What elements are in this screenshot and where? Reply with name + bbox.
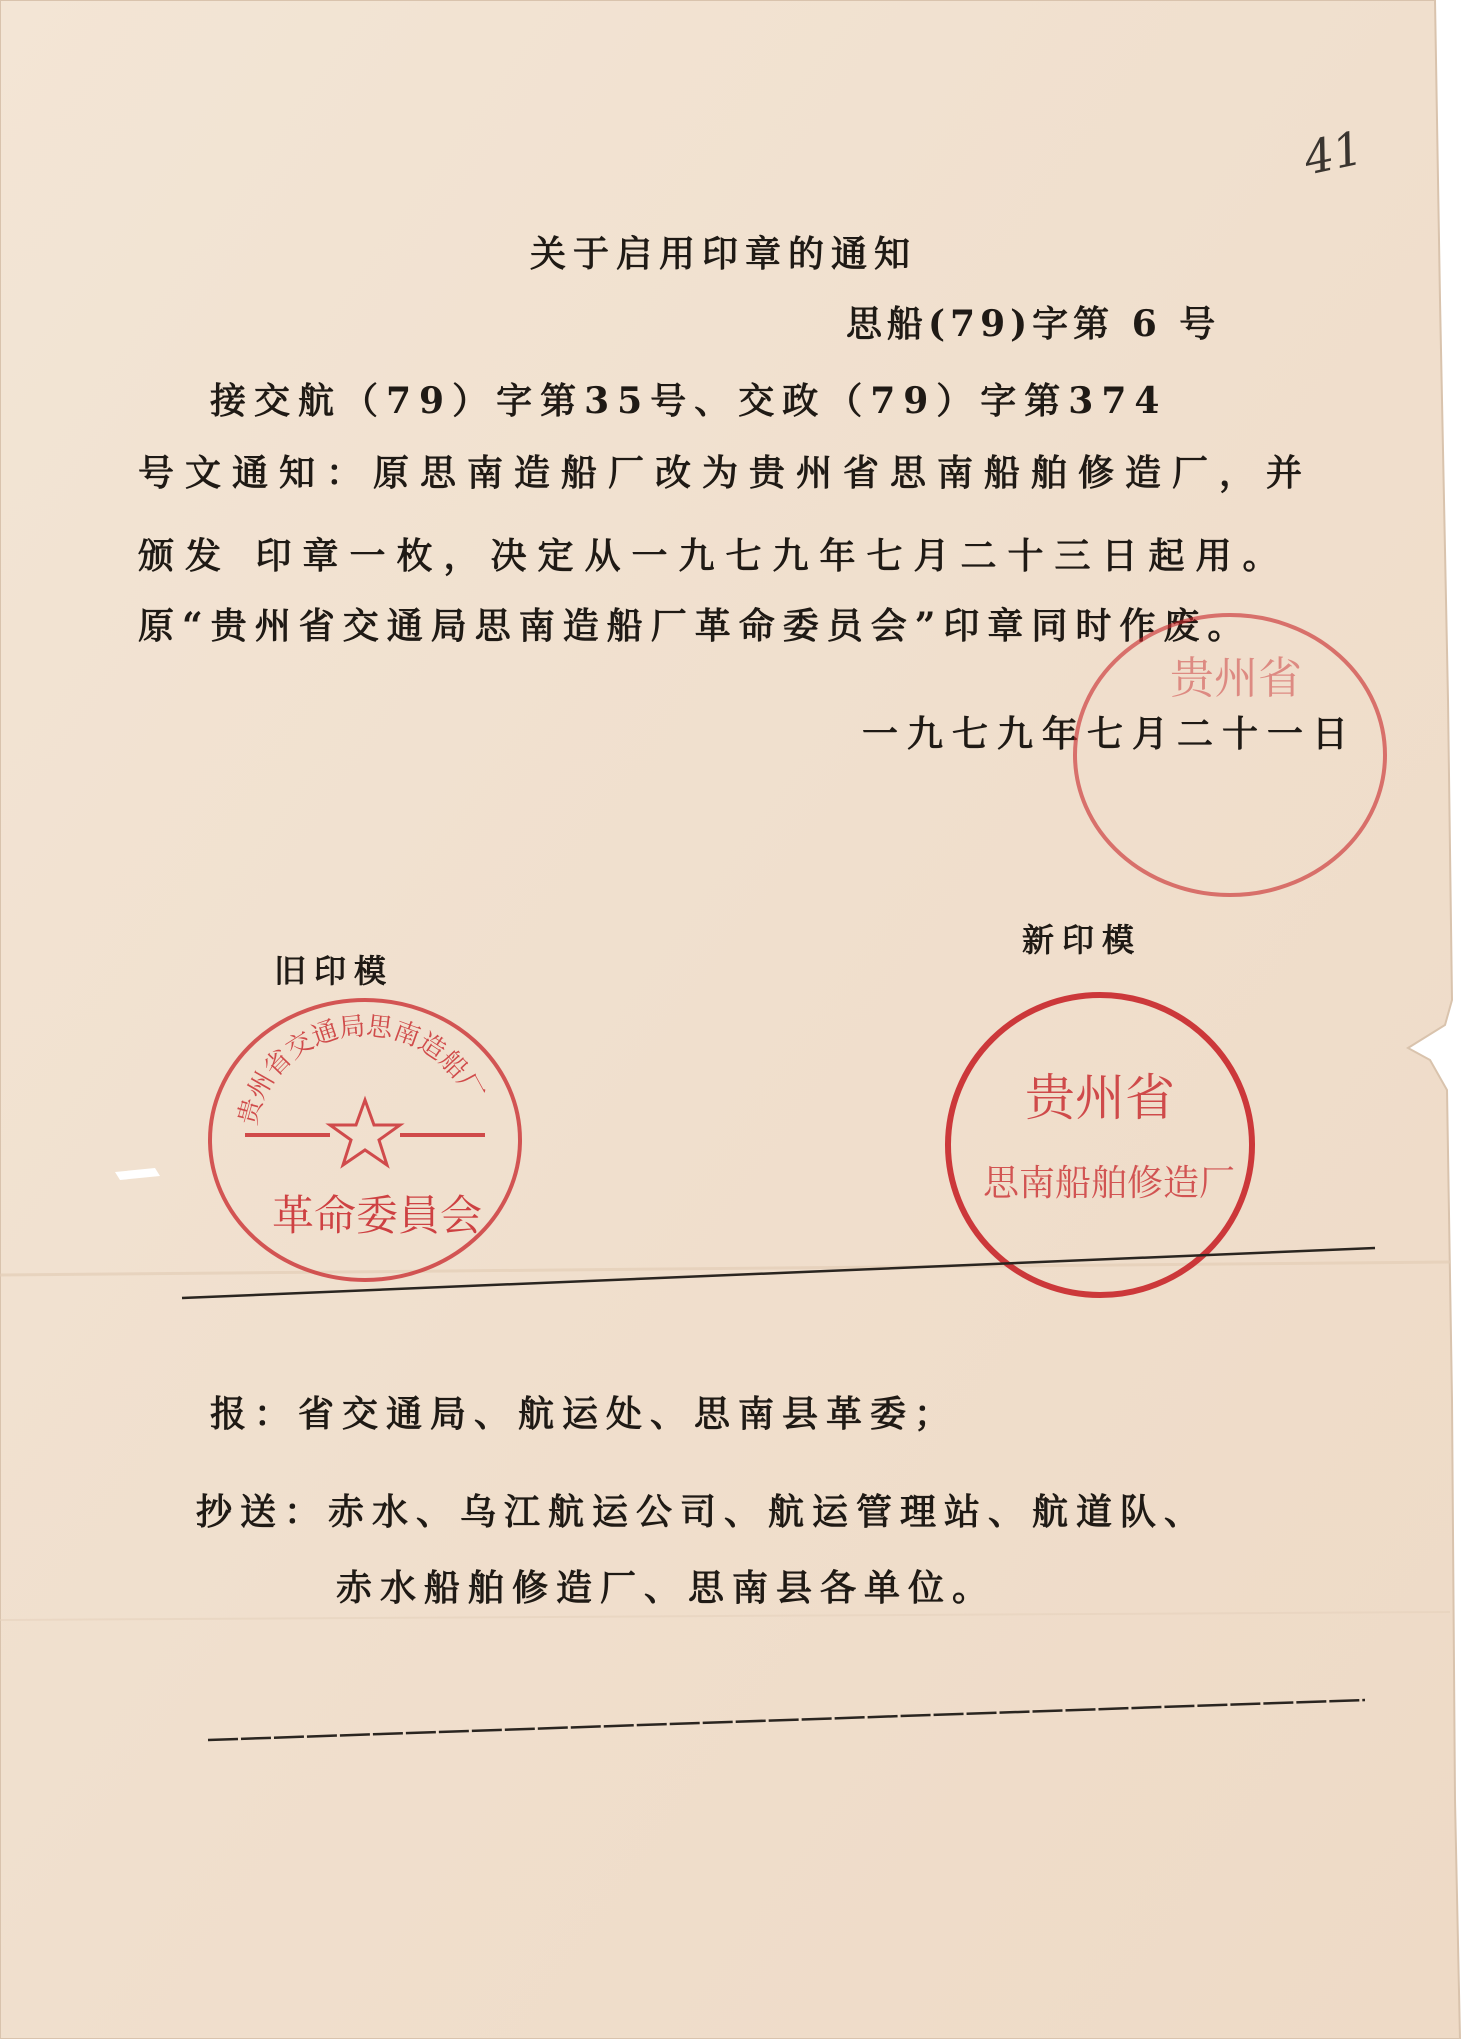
body-line-3: 颁发 印章一枚，决定从一九七九年七月二十三日起用。 bbox=[138, 535, 1290, 577]
new-seal-top-text: 贵州省 bbox=[1025, 1069, 1175, 1127]
notice-title: 关于启用印章的通知 bbox=[530, 233, 918, 275]
body-line-1: 接交航（79）字第35号、交政（79）字第374 bbox=[210, 380, 1168, 422]
page-number: 41 bbox=[1299, 120, 1368, 186]
separator-line-top bbox=[182, 1248, 1375, 1298]
new-seal-label: 新印模 bbox=[1022, 921, 1143, 959]
report-to: 报：省交通局、航运处、思南县革委； bbox=[210, 1393, 959, 1435]
issue-date: 一九七九年七月二十一日 bbox=[862, 713, 1358, 755]
old-seal-arc-text: 贵州省交通局思南造船厂 bbox=[232, 1011, 489, 1129]
separator-line-bottom bbox=[208, 1700, 1365, 1740]
body-line-4: 原“贵州省交通局思南造船厂革命委员会”印章同时作废。 bbox=[138, 605, 1252, 647]
old-seal-label: 旧印模 bbox=[274, 952, 395, 990]
copy-to-line-1: 抄送：赤水、乌江航运公司、航运管理站、航道队、 bbox=[196, 1491, 1209, 1533]
old-seal-bottom-text: 革命委員会 bbox=[272, 1191, 483, 1240]
date-stamp-text: 贵州省 bbox=[1170, 653, 1302, 704]
body-line-2: 号文通知：原思南造船厂改为贵州省思南船舶修造厂，并 bbox=[138, 452, 1314, 494]
document-number: 思船(79)字第 6 号 bbox=[846, 303, 1221, 345]
copy-to-line-2: 赤水船舶修造厂、思南县各单位。 bbox=[336, 1567, 997, 1609]
new-seal-bottom-text: 思南船舶修造厂 bbox=[983, 1163, 1236, 1204]
